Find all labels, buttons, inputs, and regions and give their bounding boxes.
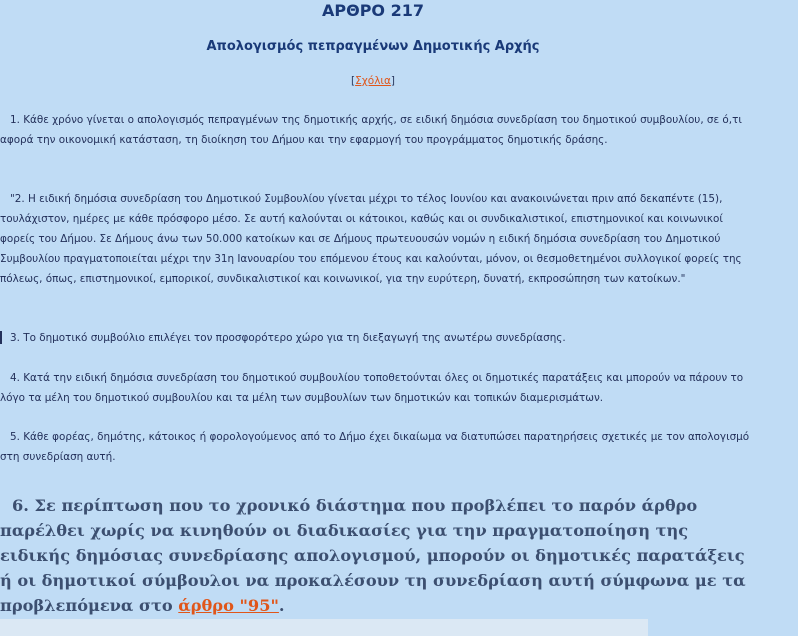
paragraph-2-text: "2. Η ειδική δημόσια συνεδρίαση του Δημοτικού Συμβουλίου γίνεται μέχρι το τέλος Ιουνίου και ανακοινώνεται πριν από δεκαπέντε (15), τουλάχιστον, ημέρες με κάθε πρόσφορο μέσο. Σε αυτή καλούνται οι κάτοικοι, καθώς και οι συνδικαλιστικοί, επιστημονικοί και κοινωνικοί φορείς του Δήμου. Σε Δήμους άνω των 50.000 κατοίκων και σε Δήμους πρωτευουσών νομών η ειδική δημόσια συνεδρίαση του Δημοτικού Συμβουλίου πραγματοποιείται μέχρι την 31η Ιανουαρίου του επόμενου έτους και καλούνται, μόνον, οι θεσμοθετημένοι συλλογικοί φορείς της πόλεως, όπως, επιστημονικοί, εμπορικοί, συνδικαλιστικοί και κοινωνικοί, για την ευρύτερη, δυνατή, εκπροσώπηση των κατοίκων." <box>0 193 742 285</box>
comments-bracket-open: [ <box>350 75 356 87</box>
comments-line <box>0 73 746 89</box>
paragraph-3 <box>0 328 752 348</box>
paragraph-3-text: 3. Το δημοτικό συμβούλιο επιλέγει τον προσφορότερο χώρο για τη διεξαγωγή της ανωτέρω συνεδρίασης. <box>10 332 566 344</box>
paragraph-6 <box>0 493 760 618</box>
paragraph-4-text: 4. Κατά την ειδική δημόσια συνεδρίαση του δημοτικού συμβουλίου τοποθετούνται όλες οι δημοτικές παρατάξεις και μπορούν να πάρουν το λόγο τα μέλη του δημοτικού συμβουλίου και τα μέλη των συμβουλίων των δημοτικών και τοπικών διαμερισμάτων. <box>0 372 744 404</box>
paragraph-6-end: . <box>278 596 285 615</box>
article-95-link[interactable]: άρθρο "95" <box>178 596 279 615</box>
article-title: ΑΡΘΡΟ 217 <box>321 1 424 20</box>
article-subtitle: Απολογισμός πεπραγμένων Δημοτικής Αρχής <box>206 39 540 54</box>
comments-bracket-close: ] <box>390 75 396 87</box>
bottom-strip <box>0 619 648 636</box>
paragraph-2 <box>0 189 752 289</box>
paragraph-6-text: 6. Σε περίπτωση που το χρονικό διάστημα που προβλέπει το παρόν άρθρο παρέλθει χωρίς να κινηθούν οι διαδικασίες για την πραγματοποίηση της ειδικής δημόσιας συνεδρίασης απολογισμού, μπορούν οι δημοτικές παρατάξεις ή οι δημοτικοί σύμβουλοι να προκαλέσουν τη συνεδρίαση αυτή σύμφωνα με τα προβλεπόμενα στο <box>0 496 746 615</box>
comments-link[interactable]: Σχόλια <box>355 75 391 87</box>
paragraph-4 <box>0 368 752 408</box>
paragraph-1 <box>0 110 752 150</box>
paragraph-5-text: 5. Κάθε φορέας, δημότης, κάτοικος ή φορολογούμενος από το Δήμο έχει δικαίωμα να διατυπώσει παρατηρήσεις σχετικές με τον απολογισμό στη συνεδρίαση αυτή. <box>0 431 750 463</box>
paragraph-5 <box>0 427 752 467</box>
paragraph-1-text: 1. Κάθε χρόνο γίνεται ο απολογισμός πεπραγμένων της δημοτικής αρχής, σε ειδική δημόσια συνεδρίαση του δημοτικού συμβουλίου, σε ό,τι αφορά την οικονομική κατάσταση, τη διοίκηση του Δήμου και την εφαρμογή του προγράμματος δημοτικής δράσης. <box>0 114 742 146</box>
